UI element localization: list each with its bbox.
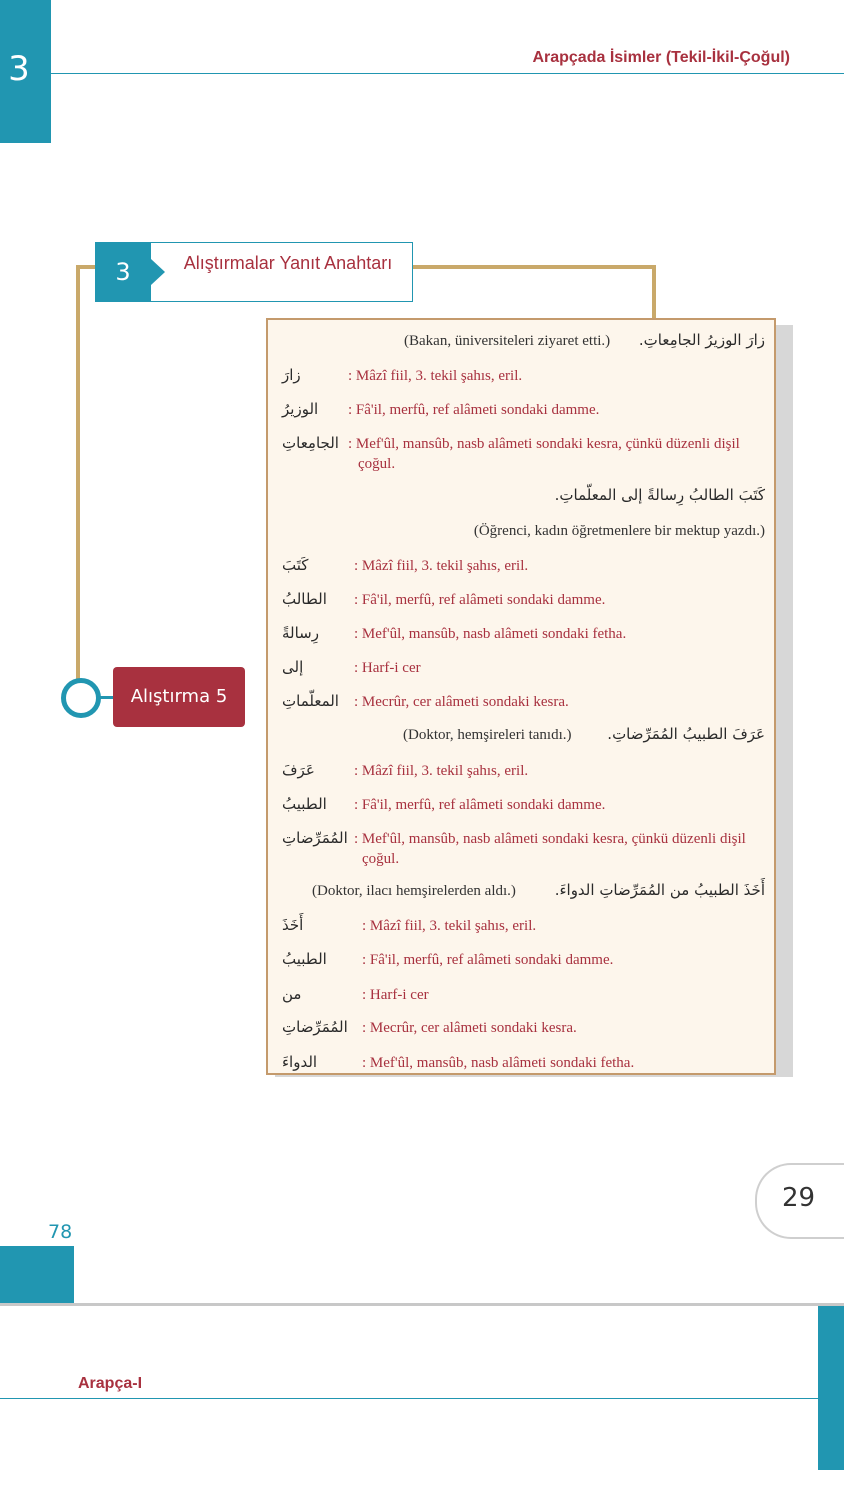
- connector-line: [76, 265, 96, 269]
- arabic-word: إلى: [282, 658, 304, 676]
- header-title: Arapçada İsimler (Tekil-İkil-Çoğul): [532, 49, 790, 66]
- word-analysis-cont: çoğul.: [358, 456, 396, 472]
- book-title: Arapça-I: [78, 1375, 143, 1392]
- arabic-word: الطالبُ: [282, 590, 327, 608]
- word-analysis: : Fâ'il, merfû, ref alâmeti sondaki damme.: [354, 592, 606, 608]
- connector-line: [412, 265, 656, 269]
- word-analysis: : Harf-i cer: [362, 987, 429, 1003]
- exercise-label: Alıştırma 5: [113, 667, 245, 727]
- word-analysis: : Mecrûr, cer alâmeti sondaki kesra.: [362, 1020, 577, 1036]
- footer-line: [0, 1398, 818, 1399]
- arabic-word: الطبيبُ: [282, 950, 327, 968]
- chapter-number: 3: [8, 49, 30, 89]
- arabic-word: من: [282, 985, 302, 1003]
- word-analysis: : Fâ'il, merfû, ref alâmeti sondaki damme.: [354, 797, 606, 813]
- arabic-word: الدواءَ: [282, 1053, 318, 1071]
- word-analysis: : Mâzî fiil, 3. tekil şahıs, eril.: [354, 558, 529, 574]
- translation: (Doktor, ilacı hemşirelerden aldı.): [312, 883, 516, 899]
- book-page-number: 78: [48, 1221, 73, 1243]
- arabic-word: رِسالةً: [282, 624, 319, 642]
- arabic-word: زارَ: [282, 366, 301, 384]
- arabic-word: المُمَرِّضاتِ: [282, 1018, 348, 1036]
- word-analysis: : Mef'ûl, mansûb, nasb alâmeti sondaki kesra, çünkü düzenli dişil: [354, 831, 746, 847]
- word-analysis: : Mef'ûl, mansûb, nasb alâmeti sondaki fetha.: [354, 626, 627, 642]
- footer-block: [0, 1246, 74, 1304]
- arabic-sentence: عَرَفَ الطبيبُ المُمَرِّضاتِ.: [607, 725, 765, 743]
- word-analysis: : Mef'ûl, mansûb, nasb alâmeti sondaki fetha.: [362, 1055, 635, 1071]
- arabic-word: الجامِعاتِ: [282, 434, 339, 452]
- footer-divider: [0, 1303, 844, 1306]
- word-analysis-cont: çoğul.: [362, 851, 400, 867]
- page-number: 29: [782, 1183, 816, 1213]
- footer-side-bar: [818, 1306, 844, 1470]
- timeline-node-icon: [61, 678, 101, 718]
- arabic-word: الطبيبُ: [282, 795, 327, 813]
- word-analysis: : Fâ'il, merfû, ref alâmeti sondaki damme.: [362, 952, 614, 968]
- translation: (Bakan, üniversiteleri ziyaret etti.): [404, 333, 611, 349]
- word-analysis: : Mef'ûl, mansûb, nasb alâmeti sondaki kesra, çünkü düzenli dişil: [348, 436, 740, 452]
- translation: (Öğrenci, kadın öğretmenlere bir mektup yazdı.): [473, 523, 765, 539]
- header-divider: [51, 73, 844, 74]
- arabic-word: الوزيرُ: [282, 400, 319, 418]
- word-analysis: : Fâ'il, merfû, ref alâmeti sondaki damme.: [348, 402, 600, 418]
- arabic-sentence: زارَ الوزيرُ الجامِعاتِ.: [638, 331, 765, 349]
- connector-line: [76, 265, 80, 685]
- arabic-word: المُمَرِّضاتِ: [282, 829, 348, 847]
- answer-card: [266, 318, 776, 1075]
- section-title: Alıştırmalar Yanıt Anahtarı: [183, 253, 393, 273]
- word-analysis: : Harf-i cer: [354, 660, 421, 676]
- arabic-word: كَتَبَ: [282, 556, 309, 574]
- arabic-word: أَخَذَ: [282, 916, 304, 934]
- connector-line: [652, 265, 656, 320]
- word-analysis: : Mecrûr, cer alâmeti sondaki kesra.: [354, 694, 569, 710]
- word-analysis: : Mâzî fiil, 3. tekil şahıs, eril.: [362, 918, 537, 934]
- arabic-sentence: أَخَذَ الطبيبُ من المُمَرِّضاتِ الدواءَ.: [554, 881, 765, 899]
- section-number: 3: [95, 242, 151, 302]
- arabic-word: المعلّماتِ: [282, 692, 339, 710]
- word-analysis: : Mâzî fiil, 3. tekil şahıs, eril.: [348, 368, 523, 384]
- translation: (Doktor, hemşireleri tanıdı.): [403, 727, 572, 743]
- arrow-right-icon: [151, 259, 165, 285]
- word-analysis: : Mâzî fiil, 3. tekil şahıs, eril.: [354, 763, 529, 779]
- arabic-word: عَرَفَ: [282, 761, 315, 779]
- arabic-sentence: كَتَبَ الطالبُ رِسالةً إلى المعلّماتِ.: [554, 486, 765, 504]
